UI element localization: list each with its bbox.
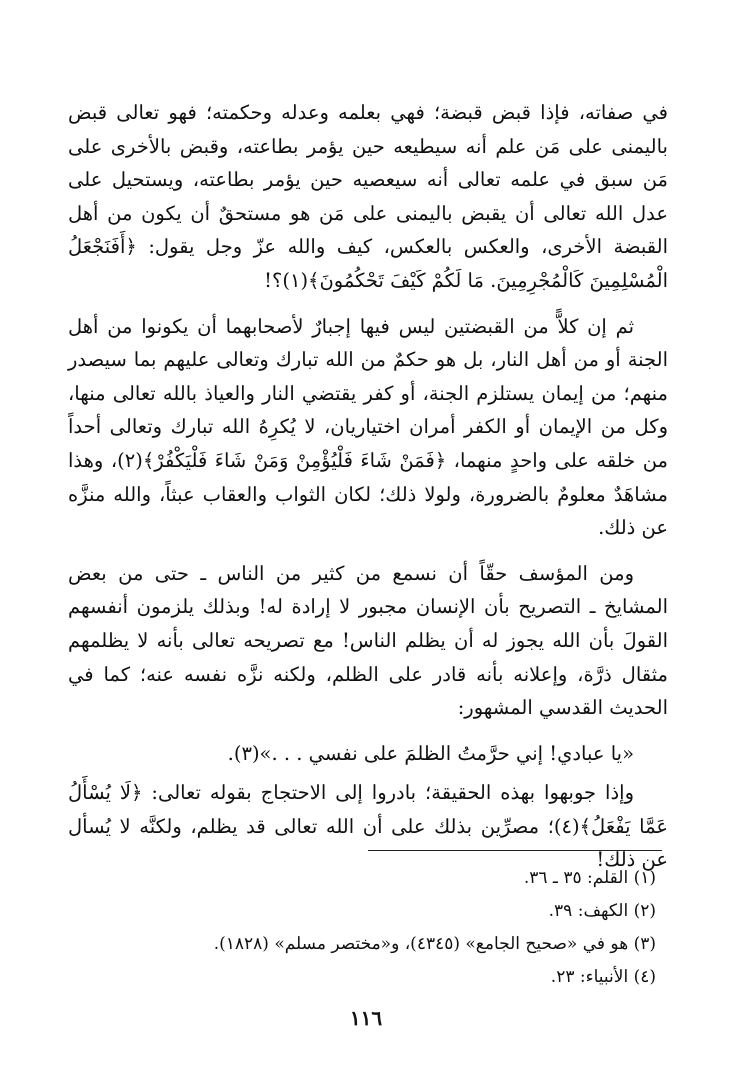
page-body <box>68 96 668 889</box>
hadith-quote: «يا عبادي! إني حرَّمتُ الظلمَ على نفسي . . .»(٣). <box>227 741 634 765</box>
footnote-1: (١) القلم: ٣٥ ـ ٣٦. <box>523 868 656 888</box>
footnote-4: (٤) الأنبياء: ٢٣. <box>550 967 656 987</box>
footnote-separator <box>368 850 662 851</box>
footnotes <box>68 862 662 994</box>
page-number: ١١٦ <box>349 1006 383 1030</box>
footnote-2: (٢) الكهف: ٣٩. <box>548 901 656 921</box>
paragraph-3: ومن المؤسف حقّاً أن نسمع من كثير من الناس ـ حتى من بعض المشايخ ـ التصريح بأن الإنسان مجبور لا إرادة له! وبذلك يلزمون أنفسهم القولَ بأن الله يجوز له أن يظلم الناس! مع تصريحه تعالى بأنه لا يظلمهم مثقال ذرَّة، وإعلانه بأنه قادر على الظلم، ولكنه نزَّه نفسه عنه؛ كما في الحديث القدسي المشهور: <box>68 561 668 720</box>
paragraph-1: في صفاته، فإذا قبض قبضة؛ فهي بعلمه وعدله وحكمته؛ فهو تعالى قبض باليمنى على مَن علم أنه سيطيعه حين يؤمر بطاعته، وقبض بالأخرى على مَن سبق في علمه تعالى أنه سيعصيه حين يؤمر بطاعته، ويستحيل على عدل الله تعالى أن يقبض باليمنى على مَن هو مستحقٌ أن يكون من أهل القبضة الأخرى، والعكس بالعكس، كيف والله عزّ وجل يقول: ﴿أَفَنَجْعَلُ الْمُسْلِمِينَ كَالْمُجْرِمِينَ. مَا لَكُمْ كَيْفَ تَحْكُمُونَ﴾(١)؟! <box>68 101 668 292</box>
footnote-3: (٣) هو في «صحيح الجامع» (٤٣٤٥)، و«مختصر مسلم» (١٨٢٨). <box>213 934 656 954</box>
paragraph-2: ثم إن كلاًّ من القبضتين ليس فيها إجبارٌ لأصحابهما أن يكونوا من أهل الجنة أو من أهل النار، بل هو حكمٌ من الله تبارك وتعالى عليهم بما سيصدر منهم؛ من إيمان يستلزم الجنة، أو كفر يقتضي النار والعياذ بالله تعالى منها، وكل من الإيمان أو الكفر أمران اختياريان، لا يُكرِهُ الله تبارك وتعالى أحداً من خلقه على واحدٍ منهما، ﴿فَمَنْ شَاءَ فَلْيُؤْمِنْ وَمَنْ شَاءَ فَلْيَكْفُرْ﴾(٢)، وهذا مشاهَدٌ معلومٌ بالضرورة، ولولا ذلك؛ لكان الثواب والعقاب عبثاً، والله منزَّه عن ذلك. <box>68 314 668 540</box>
paragraph-4: وإذا جوبهوا بهذه الحقيقة؛ بادروا إلى الاحتجاج بقوله تعالى: ﴿لَا يُسْأَلُ عَمَّا يَفْعَلُ﴾(٤)؛ مصرِّين بذلك على أن الله تعالى قد يظلم، ولكنَّه لا يُسأل عن ذلك! <box>68 781 668 872</box>
